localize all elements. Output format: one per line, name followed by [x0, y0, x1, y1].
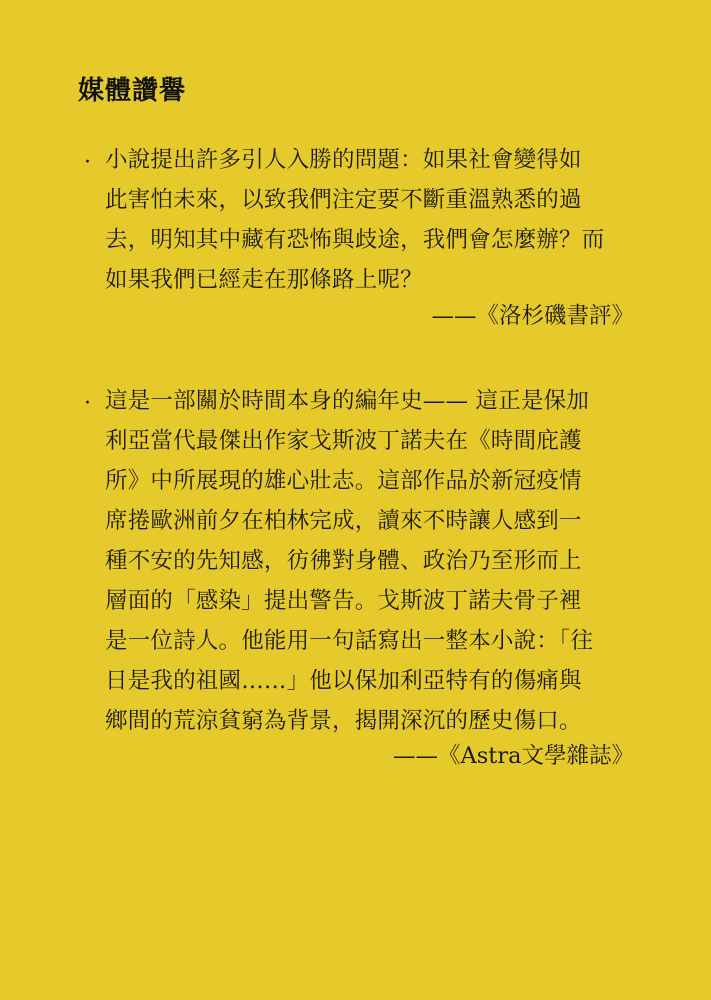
quote-line: 層面的「感染」提出警告。戈斯波丁諾夫骨子裡 — [105, 588, 582, 614]
quote-line: 日是我的祖國……」他以保加利亞特有的傷痛與 — [105, 668, 582, 694]
quote-line: 小說提出許多引人入勝的問題：如果社會變得如 — [105, 147, 582, 173]
page-title: 媒體讚譽 — [78, 76, 187, 106]
quote-source: ——《Astra文學雜誌》 — [392, 743, 634, 769]
quote-line: 這是一部關於時間本身的編年史—— 這正是保加 — [105, 388, 590, 414]
quote-line: 種不安的先知感，彷彿對身體、政治乃至形而上 — [105, 548, 582, 574]
quote-line: 利亞當代最傑出作家戈斯波丁諾夫在《時間庇護 — [105, 428, 582, 454]
quote-line: 此害怕未來，以致我們注定要不斷重溫熟悉的過 — [105, 187, 582, 213]
quote-bullet: · — [84, 391, 91, 416]
quote-line: 所》中所展現的雄心壯志。這部作品於新冠疫情 — [105, 468, 582, 494]
quote-line: 鄉間的荒涼貧窮為背景，揭開深沉的歷史傷口。 — [105, 708, 582, 734]
quote-text — [105, 381, 645, 741]
quote-line: 去，明知其中藏有恐怖與歧途，我們會怎麼辦？而 — [105, 227, 605, 253]
quote-source: ——《洛杉磯書評》 — [431, 303, 634, 329]
quote-bullet: · — [84, 150, 91, 175]
quote-line: 是一位詩人。他能用一句話寫出一整本小說：「往 — [105, 628, 594, 654]
quote-text — [105, 140, 645, 300]
quote-line: 席捲歐洲前夕在柏林完成，讀來不時讓人感到一 — [105, 508, 582, 534]
quote-line: 如果我們已經走在那條路上呢？ — [105, 267, 423, 293]
